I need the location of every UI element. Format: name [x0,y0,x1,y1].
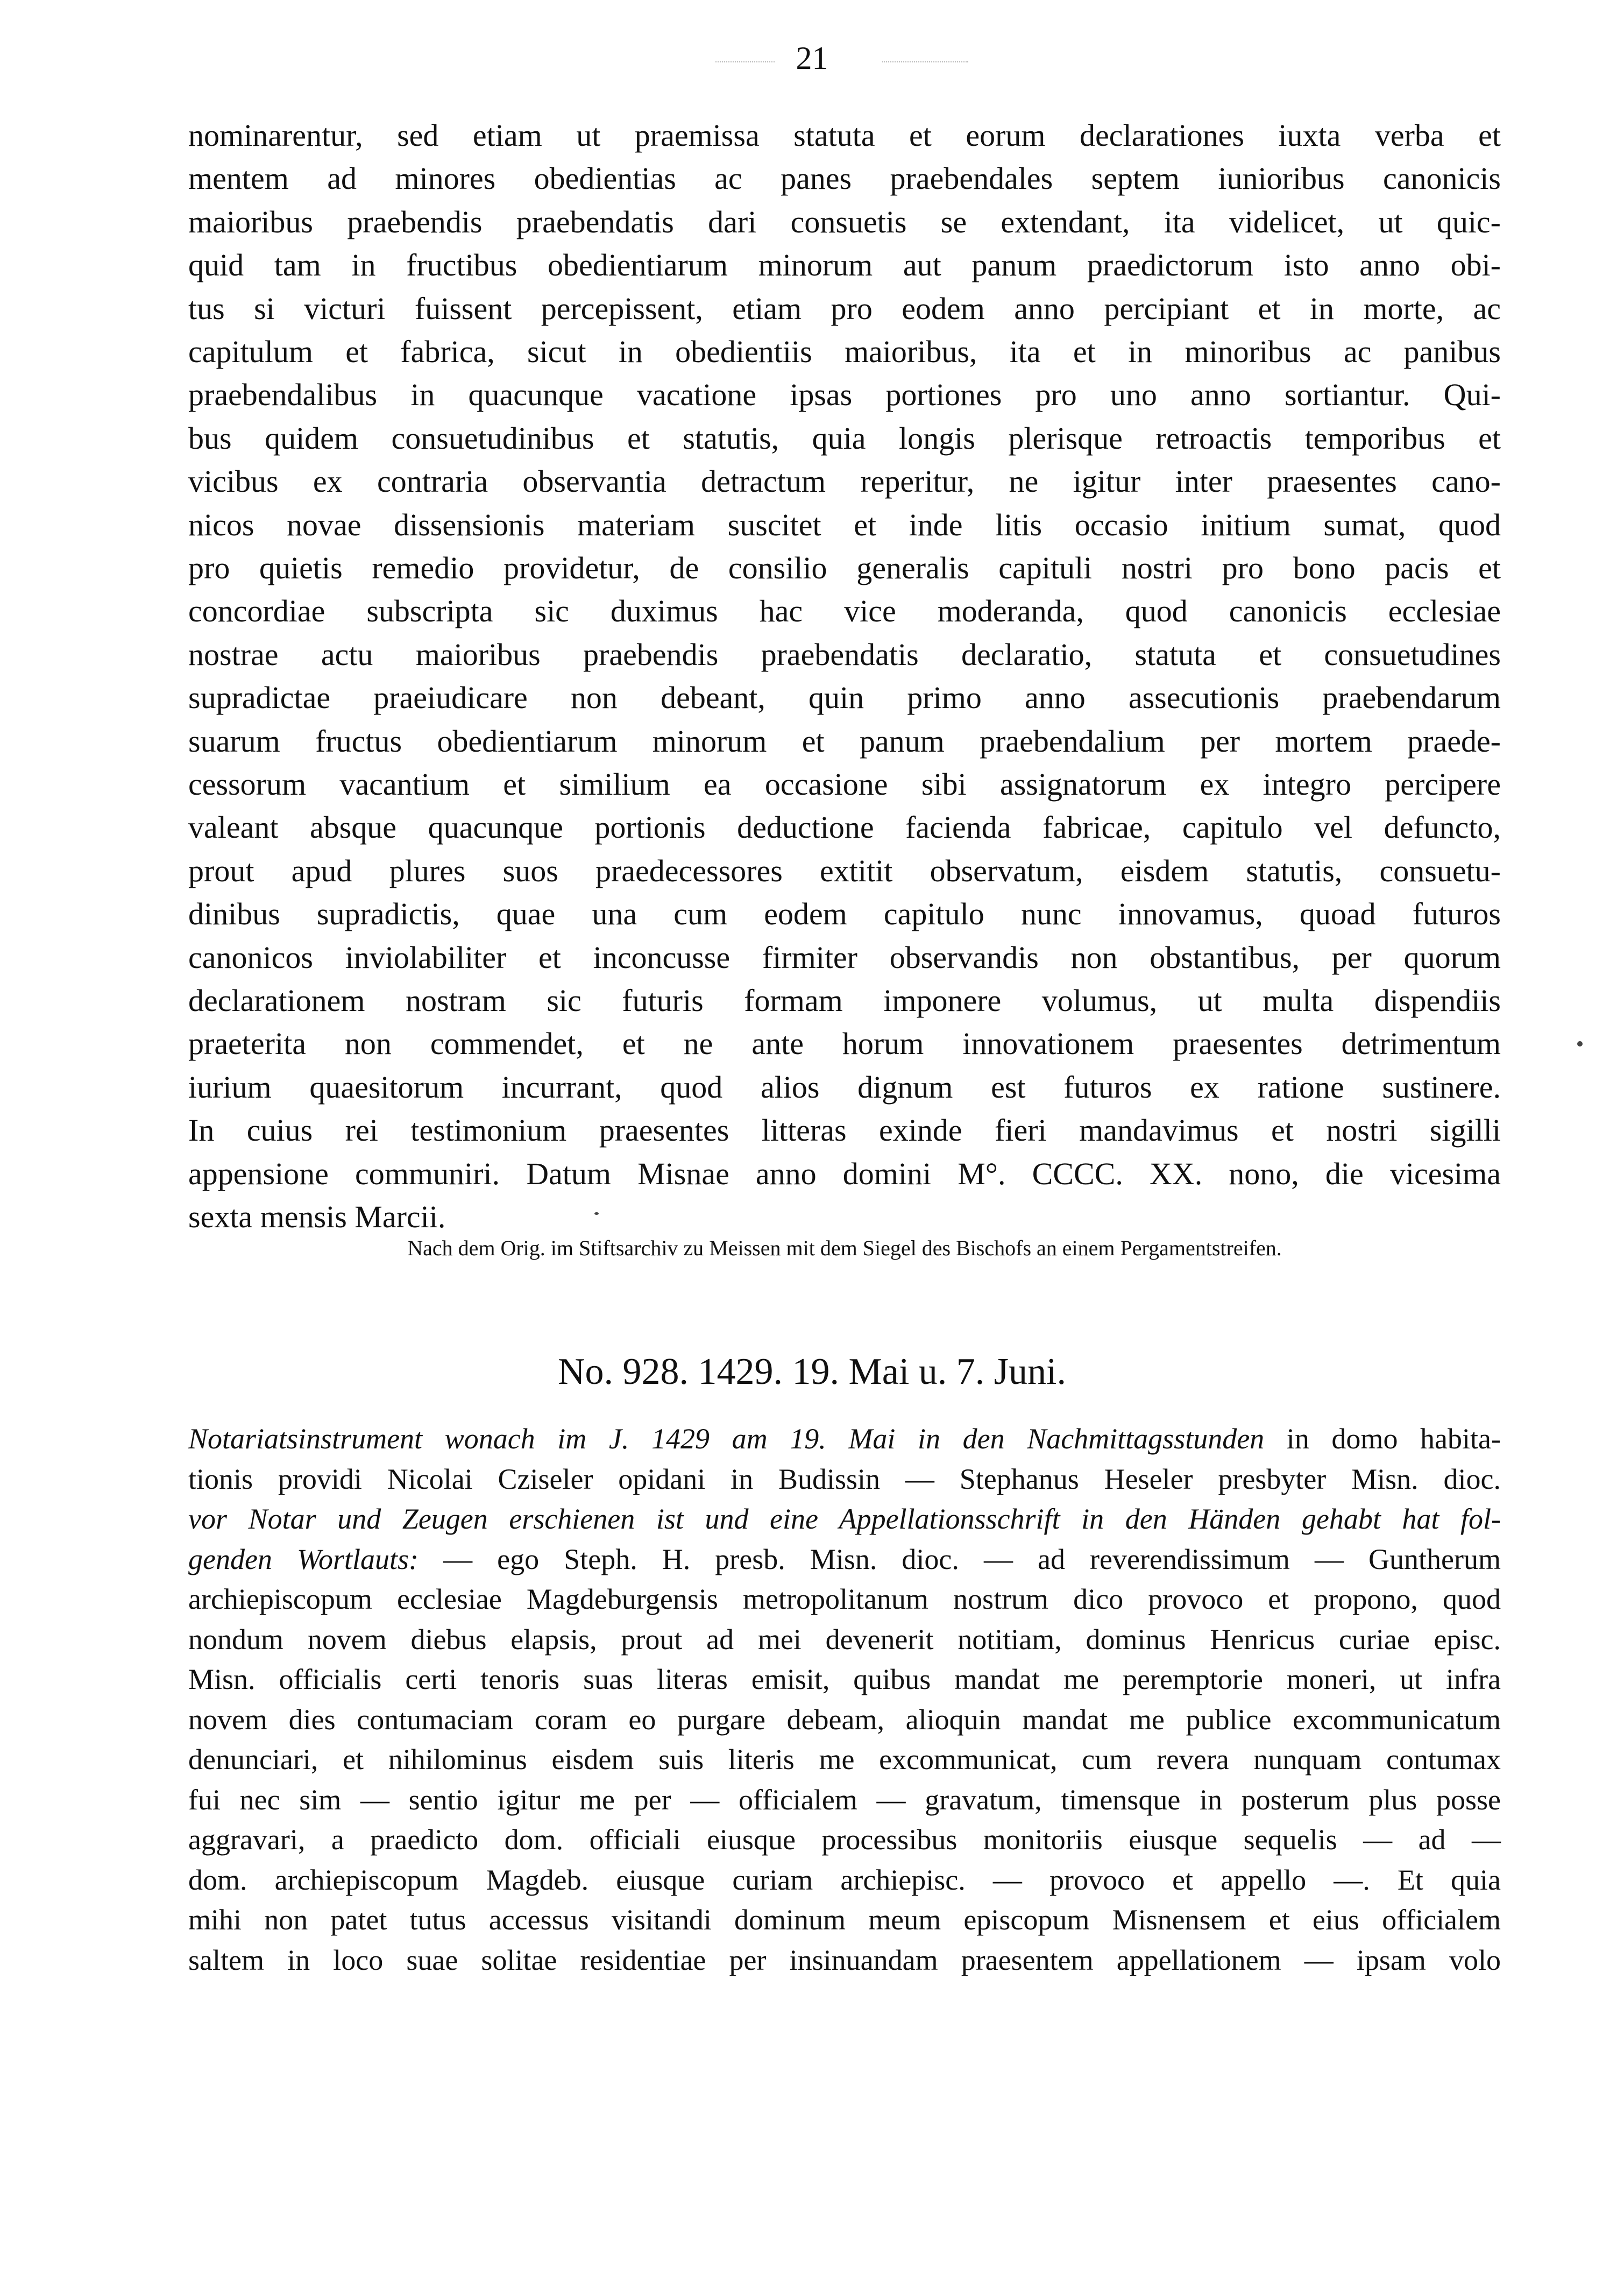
text-run: — ego Steph. H. presb. Misn. dioc. — ad reverendissimum — Guntherum [419,1543,1501,1575]
text-line: canonicos inviolabiliter et inconcusse firmiter observandis non obstantibus, per quorum [188,940,1501,975]
text-line [188,1939,1501,1982]
text-line: declarationem nostram sic futuris formam imponere volumus, ut multa dispendiis [188,983,1501,1018]
italic-run: genden Wortlauts: [188,1543,419,1575]
text-run: mihi non patet tutus accessus visitandi dominum meum episcopum Misnensem et eius officialem [188,1904,1501,1936]
text-line: nostrae actu maioribus praebendis praebendatis declaratio, statuta et consuetudines [188,637,1501,672]
text-line: maioribus praebendis praebendatis dari consuetis se extendant, ita videlicet, ut quic- [188,204,1501,239]
text-line: concordiae subscripta sic duximus hac vice moderanda, quod canonicis ecclesiae [188,593,1501,628]
text-line: mentem ad minores obedientias ac panes praebendales septem iunioribus canonicis [188,161,1501,196]
text-line [188,1898,1501,1941]
text-line: suarum fructus obedientiarum minorum et panum praebendalium per mortem praede- [188,724,1501,759]
text-line: supradictae praeiudicare non debeant, quin primo anno assecutionis praebendarum [188,680,1501,715]
text-run: denunciari, et nihilominus eisdem suis literis me excommunicat, cum revera nunquam contumax [188,1743,1501,1776]
text-run: archiepiscopum ecclesiae Magdeburgensis metropolitanum nostrum dico provoco et propono, quod [188,1583,1501,1615]
text-line: iurium quaesitorum incurrant, quod alios dignum est futuros ex ratione sustinere. [188,1070,1501,1105]
text-line: In cuius rei testimonium praesentes litteras exinde fieri mandavimus et nostri sigilli [188,1113,1501,1148]
page-number-rule-right [882,61,968,62]
document-heading: No. 928. 1429. 19. Mai u. 7. Juni. [558,1351,1066,1392]
text-line [188,1538,1501,1581]
text-run: novem dies contumaciam coram eo purgare debeam, alioquin mandat me publice excommunicatum [188,1703,1501,1736]
text-run: aggravari, a praedicto dom. officiali eiusque processibus monitoriis eiusque sequelis — ad — [188,1823,1501,1856]
text-run: fui nec sim — sentio igitur me per — officialem — gravatum, timensque in posterum plus posse [188,1784,1501,1816]
text-line: vicibus ex contraria observantia detractum reperitur, ne igitur inter praesentes cano- [188,464,1501,499]
text-line: tus si victuri fuissent percepissent, etiam pro eodem anno percipiant et in morte, ac [188,291,1501,326]
text-line: praebendalibus in quacunque vacatione ipsas portiones pro uno anno sortiantur. Qui- [188,377,1501,412]
text-line: sexta mensis Marcii. [188,1199,446,1234]
text-run: in domo habita- [1264,1423,1501,1455]
text-line: dinibus supradictis, quae una cum eodem capitulo nunc innovamus, quoad futuros [188,896,1501,931]
text-line: cessorum vacantium et similium ea occasione sibi assignatorum ex integro percipere [188,767,1501,802]
text-line: capitulum et fabrica, sicut in obedientiis maioribus, ita et in minoribus ac panibus [188,334,1501,369]
text-line: prout apud plures suos praedecessores extitit observatum, eisdem statutis, consuetu- [188,853,1501,888]
text-run: nondum novem diebus elapsis, prout ad mei devenerit notitiam, dominus Henricus curiae episc. [188,1623,1501,1656]
text-line: pro quietis remedio providetur, de consilio generalis capituli nostri pro bono pacis et [188,550,1501,585]
text-line: valeant absque quacunque portionis deductione facienda fabricae, capitulo vel defuncto, [188,810,1501,845]
text-line [188,1658,1501,1701]
page-number-rule-left [715,61,775,62]
margin-mark [1577,1041,1583,1046]
source-note: Nach dem Orig. im Stiftsarchiv zu Meissen mit dem Siegel des Bischofs an einem Pergamentstreifen. [407,1236,1282,1260]
text-run: Misn. officialis certi tenoris suas literas emisit, quibus mandat me peremptorie moneri, ut infra [188,1663,1501,1695]
text-line: nominarentur, sed etiam ut praemissa statuta et eorum declarationes iuxta verba et [188,118,1501,153]
text-line [188,1497,1501,1540]
text-line [188,1778,1501,1821]
text-line [188,1578,1501,1621]
text-run: dom. archiepiscopum Magdeb. eiusque curiam archiepisc. — provoco et appello —. Et quia [188,1864,1501,1896]
text-line [188,1858,1501,1901]
text-line [188,1458,1501,1501]
italic-run: vor Notar und Zeugen erschienen ist und eine Appellationsschrift in den Händen gehabt hat fol- [188,1503,1501,1535]
page-number: 21 [796,40,828,76]
text-line: nicos novae dissensionis materiam suscitet et inde litis occasio initium sumat, quod [188,507,1501,542]
text-line: praeterita non commendet, et ne ante horum innovationem praesentes detrimentum [188,1026,1501,1061]
text-line [188,1417,1501,1460]
text-line: appensione communiri. Datum Misnae anno domini M°. CCCC. XX. nono, die vicesima [188,1156,1501,1191]
margin-mark [594,1212,599,1215]
text-line [188,1698,1501,1741]
text-line: quid tam in fructibus obedientiarum minorum aut panum praedictorum isto anno obi- [188,248,1501,282]
text-run: tionis providi Nicolai Cziseler opidani in Budissin — Stephanus Heseler presbyter Misn. dioc. [188,1463,1501,1495]
text-line [188,1738,1501,1781]
text-run: saltem in loco suae solitae residentiae per insinuandam praesentem appellationem — ipsam volo [188,1944,1501,1976]
text-line [188,1618,1501,1661]
italic-run: Notariatsinstrument wonach im J. 1429 am 19. Mai in den Nachmittagsstunden [188,1423,1265,1455]
text-line: bus quidem consuetudinibus et statutis, quia longis plerisque retroactis temporibus et [188,421,1501,456]
text-line [188,1818,1501,1861]
